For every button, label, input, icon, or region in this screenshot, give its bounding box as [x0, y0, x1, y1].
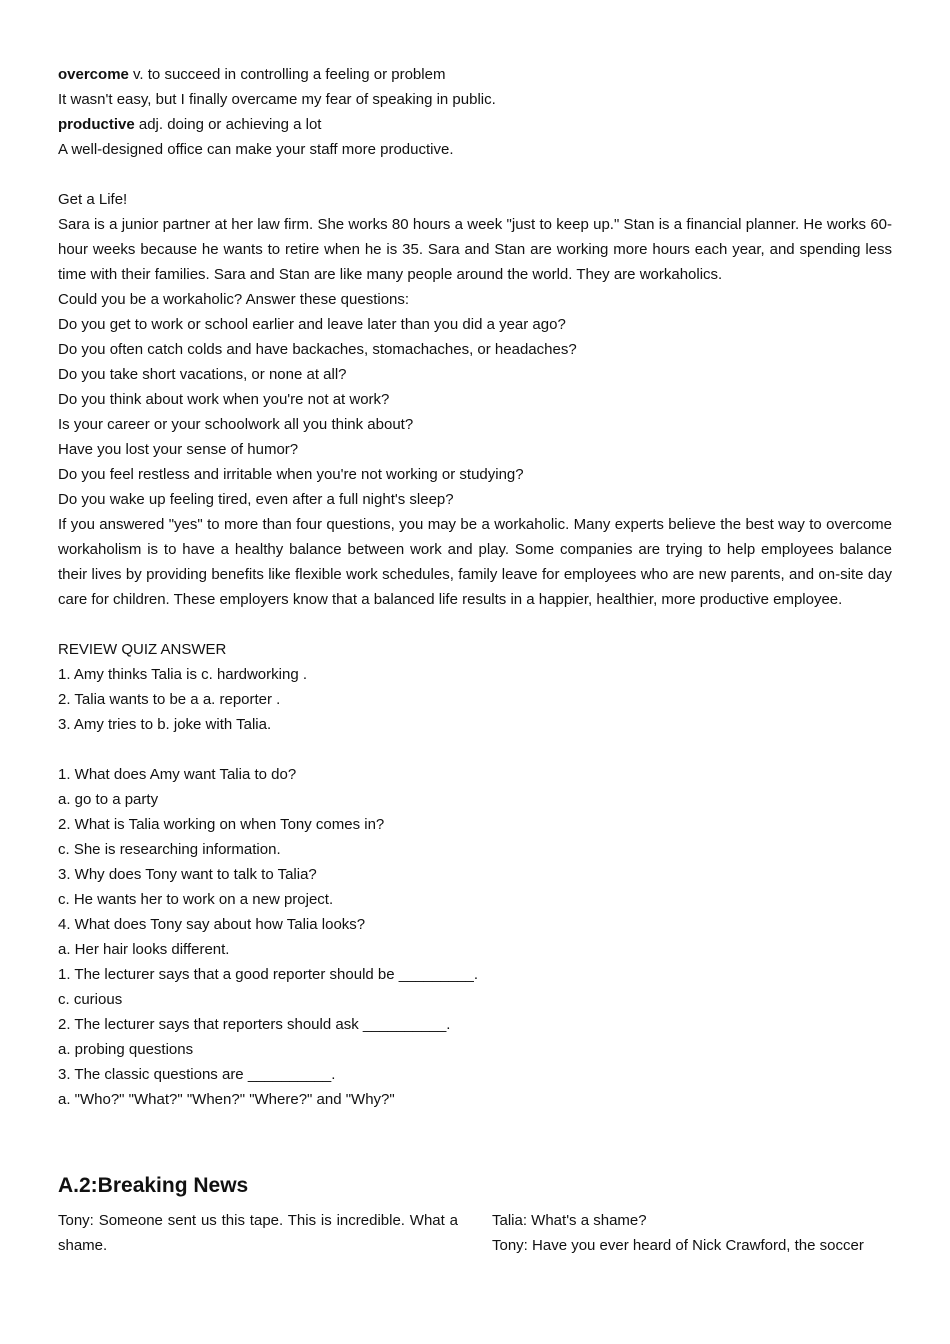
- review-title: REVIEW QUIZ ANSWER: [58, 641, 227, 658]
- vocab-entry: [58, 112, 892, 137]
- section-heading: A.2:Breaking News: [58, 1174, 249, 1197]
- dialogue-line: Tony: Have you ever heard of Nick Crawford, the soccer: [492, 1237, 864, 1254]
- question: Do you feel restless and irritable when you're not working or studying?: [58, 466, 524, 483]
- question: Do you take short vacations, or none at all?: [58, 366, 347, 383]
- article-conclusion: If you answered "yes" to more than four questions, you may be a workaholic. Many experts believe the best way to overcome workaholism is to have a healthy balance between work and play. Some companies are trying to help employees balance their lives by providing benefits like flexible work schedules, family leave for employees who are new parents, and on-site day care for children. These employers know that a balanced life results in a happier, healthier, more productive employee.: [58, 516, 892, 608]
- qa-line: a. "Who?" "What?" "When?" "Where?" and "Why?": [58, 1091, 395, 1108]
- vocab-entry: [58, 62, 892, 87]
- question: Have you lost your sense of humor?: [58, 441, 299, 458]
- vocab-example: It wasn't easy, but I finally overcame my fear of speaking in public.: [58, 91, 496, 108]
- dialogue-line: Tony: Someone sent us this tape. This is incredible. What a shame.: [58, 1212, 458, 1254]
- qa-line: a. probing questions: [58, 1041, 194, 1058]
- vocab-term: productive: [58, 116, 135, 133]
- vocab-example: A well-designed office can make your staff more productive.: [58, 141, 454, 158]
- document-page: [58, 62, 892, 1258]
- article-intro: Sara is a junior partner at her law firm. She works 80 hours a week "just to keep up." Stan is a financial planner. He works 60-hour weeks because he wants to retire when he is 35. Sara and Stan are working more hours each year, and spending less time with their families. Sara and Stan are like many people around the world. They are workaholics.: [58, 216, 892, 283]
- dialogue-left-column: [58, 1208, 458, 1258]
- qa-line: 2. The lecturer says that reporters should ask __________.: [58, 1016, 451, 1033]
- qa-line: 4. What does Tony say about how Talia looks?: [58, 916, 366, 933]
- qa-line: 2. What is Talia working on when Tony comes in?: [58, 816, 385, 833]
- question: Is your career or your schoolwork all you think about?: [58, 416, 414, 433]
- vocab-term: overcome: [58, 66, 129, 83]
- qa-line: 3. Why does Tony want to talk to Talia?: [58, 866, 317, 883]
- qa-line: c. She is researching information.: [58, 841, 281, 858]
- vocab-definition: adj. doing or achieving a lot: [134, 116, 322, 133]
- dialogue-columns: [58, 1208, 892, 1258]
- qa-line: c. curious: [58, 991, 123, 1008]
- article-title: Get a Life!: [58, 191, 128, 208]
- question: Do you often catch colds and have backaches, stomachaches, or headaches?: [58, 341, 577, 358]
- article-prompt: Could you be a workaholic? Answer these questions:: [58, 291, 410, 308]
- qa-line: 1. What does Amy want Talia to do?: [58, 766, 297, 783]
- vocab-definition: v. to succeed in controlling a feeling or problem: [128, 66, 446, 83]
- qa-line: 1. The lecturer says that a good reporter should be _________.: [58, 966, 479, 983]
- review-answer: 2. Talia wants to be a a. reporter .: [58, 691, 281, 708]
- dialogue-line: Talia: What's a shame?: [492, 1212, 647, 1229]
- question: Do you get to work or school earlier and leave later than you did a year ago?: [58, 316, 566, 333]
- question: Do you think about work when you're not at work?: [58, 391, 390, 408]
- dialogue-right-column: [492, 1208, 892, 1258]
- review-answer: 3. Amy tries to b. joke with Talia.: [58, 716, 272, 733]
- qa-line: 3. The classic questions are __________.: [58, 1066, 336, 1083]
- qa-line: c. He wants her to work on a new project.: [58, 891, 334, 908]
- question: Do you wake up feeling tired, even after a full night's sleep?: [58, 491, 454, 508]
- qa-line: a. go to a party: [58, 791, 159, 808]
- review-answer: 1. Amy thinks Talia is c. hardworking .: [58, 666, 307, 683]
- qa-line: a. Her hair looks different.: [58, 941, 230, 958]
